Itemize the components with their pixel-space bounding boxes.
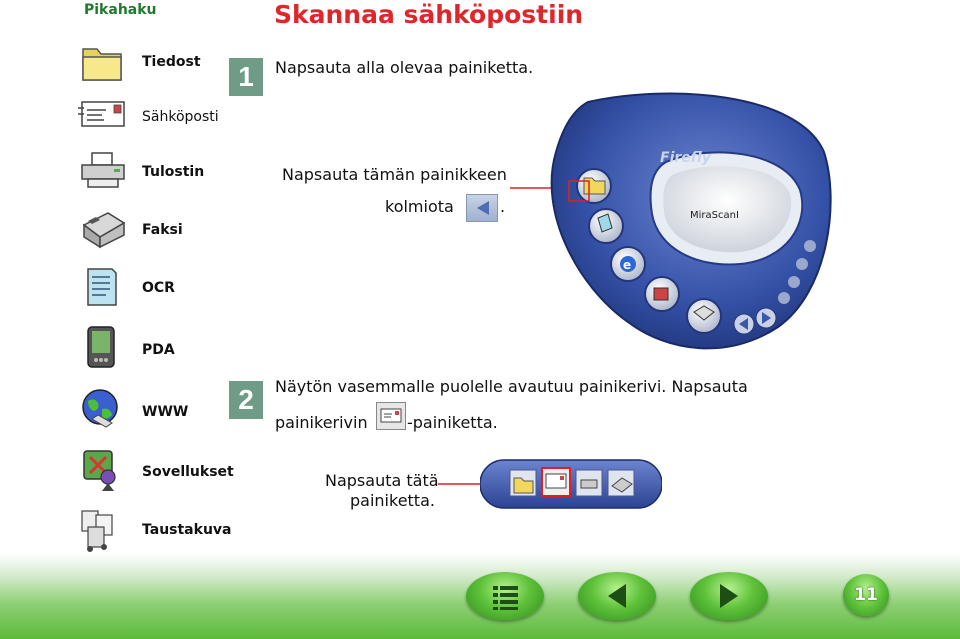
step-2-callout-line2: painiketta. <box>350 491 435 510</box>
step-2-instruction-line1: Näytön vasemmalle puolelle avautuu painikerivi. Napsauta <box>275 377 748 396</box>
step-2-badge: 2 <box>229 381 263 419</box>
page-title: Skannaa sähköpostiin <box>274 0 584 29</box>
svg-text:e: e <box>623 258 632 272</box>
sidebar-item-label: Tiedost <box>142 54 201 70</box>
sidebar-item-label: Tulostin <box>142 164 205 180</box>
printer-icon <box>78 147 128 197</box>
step-1-callout-end: . <box>500 197 506 216</box>
sidebar-item-label: Faksi <box>142 222 183 238</box>
sidebar-item-label: OCR <box>142 280 175 296</box>
sidebar-item-tiedost[interactable] <box>78 37 248 89</box>
ocr-icon <box>78 263 128 313</box>
menu-list-icon <box>466 572 544 620</box>
step-1-callout-line1: Napsauta tämän painikkeen <box>282 165 507 184</box>
sidebar-item-www[interactable] <box>78 387 248 439</box>
pda-icon <box>78 325 128 375</box>
sidebar-item-label: WWW <box>142 404 189 420</box>
step-2-callout-line1: Napsauta tätä <box>325 471 439 490</box>
sidebar-item-label: Sähköposti <box>142 109 219 125</box>
wallpaper-icon <box>78 505 128 555</box>
sidebar-item-faksi[interactable] <box>78 205 248 257</box>
button-row-bar <box>480 458 662 510</box>
arrow-right-icon <box>690 572 768 620</box>
sidebar-item-ocr[interactable] <box>78 263 248 315</box>
sidebar-item-label: Sovellukset <box>142 464 234 480</box>
sidebar-item-label: Taustakuva <box>142 522 232 538</box>
page-number: 11 <box>843 574 889 616</box>
triangle-left-icon <box>467 195 497 221</box>
email-icon <box>377 403 405 429</box>
previous-page-button[interactable] <box>578 572 656 620</box>
apps-icon <box>78 447 128 497</box>
www-icon <box>78 387 128 437</box>
step-1-instruction: Napsauta alla olevaa painiketta. <box>275 58 534 77</box>
step-2-instruction-line2b: -painiketta. <box>407 413 498 432</box>
panel-brand: Firefly <box>660 150 711 166</box>
next-page-button[interactable] <box>690 572 768 620</box>
triangle-button-preview <box>466 194 498 222</box>
panel-display-text: MiraScanI <box>690 210 739 221</box>
step-1-callout-line2: kolmiota <box>385 197 454 216</box>
menu-button[interactable] <box>466 572 544 620</box>
sidebar-title: Pikahaku <box>84 2 157 18</box>
sidebar-item-label: PDA <box>142 342 175 358</box>
sidebar-item-sovellukset[interactable] <box>78 447 248 499</box>
sidebar-item-taustakuva[interactable] <box>78 505 248 557</box>
step-1-badge: 1 <box>229 58 263 96</box>
folder-icon <box>78 37 128 87</box>
step-2-instruction-line2a: painikerivin <box>275 413 368 432</box>
sidebar-item-sahkoposti[interactable] <box>78 92 248 144</box>
fax-icon <box>78 205 128 255</box>
sidebar-item-pda[interactable] <box>78 325 248 377</box>
email-icon <box>78 92 128 142</box>
mirascan-panel <box>548 92 836 354</box>
arrow-left-icon <box>578 572 656 620</box>
email-button-preview <box>376 402 406 430</box>
sidebar-item-tulostin[interactable] <box>78 147 248 199</box>
